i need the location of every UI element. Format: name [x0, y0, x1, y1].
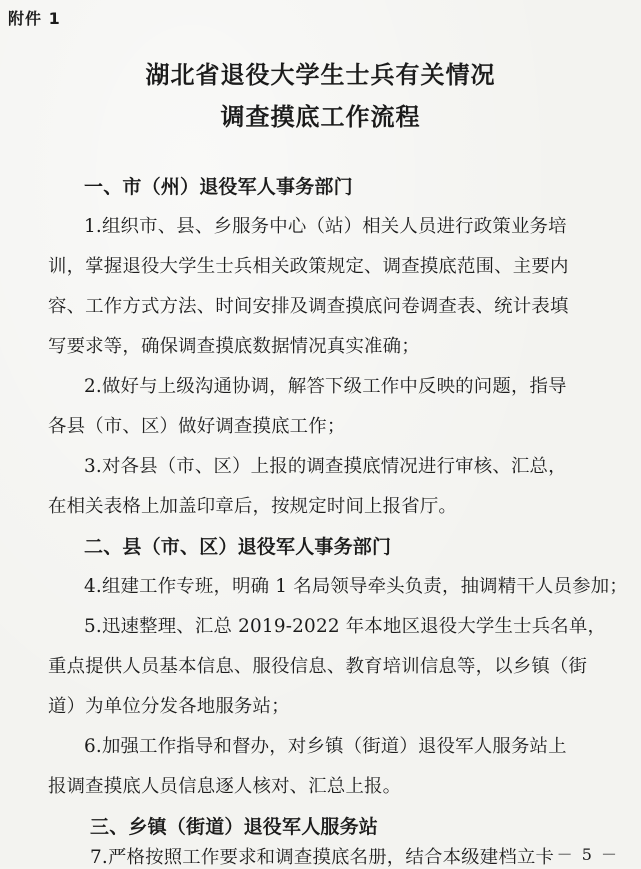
body-line: 7.严格按照工作要求和调查摸底名册，结合本级建档立卡 — [90, 847, 555, 868]
section-heading-2: 二、县（市、区）退役军人事务部门 — [84, 536, 392, 558]
body-line: 容、工作方式方法、时间安排及调查摸底问卷调查表、统计表填 — [48, 296, 569, 317]
body-line: 报调查摸底人员信息逐人核对、汇总上报。 — [48, 776, 402, 797]
body-line: 6.加强工作指导和督办，对乡镇（街道）退役军人服务站上 — [84, 736, 567, 757]
body-line: 各县（市、区）做好调查摸底工作； — [48, 416, 346, 437]
body-line: 在相关表格上加盖印章后，按规定时间上报省厅。 — [48, 496, 457, 517]
body-line: 3.对各县（市、区）上报的调查摸底情况进行审核、汇总， — [84, 456, 567, 477]
page-number: － 5 － — [556, 845, 619, 864]
document-title-line-1: 湖北省退役大学生士兵有关情况 — [145, 61, 496, 89]
body-line: 重点提供人员基本信息、服役信息、教育培训信息等，以乡镇（街 — [48, 656, 588, 677]
attachment-label: 附件 1 — [8, 9, 61, 28]
body-line: 训，掌握退役大学生士兵相关政策规定、调查摸底范围、主要内 — [48, 256, 569, 277]
document-title-line-2: 调查摸底工作流程 — [220, 103, 421, 131]
body-line: 1.组织市、县、乡服务中心（站）相关人员进行政策业务培 — [84, 216, 567, 237]
body-line: 5.迅速整理、汇总 2019-2022 年本地区退役大学生士兵名单， — [84, 616, 607, 637]
section-heading-1: 一、市（州）退役军人事务部门 — [84, 176, 353, 198]
body-line: 道）为单位分发各地服务站； — [48, 696, 290, 717]
section-heading-3: 三、乡镇（街道）退役军人服务站 — [90, 816, 379, 838]
body-line: 2.做好与上级沟通协调，解答下级工作中反映的问题，指导 — [84, 376, 567, 397]
body-line: 写要求等，确保调查摸底数据情况真实准确； — [48, 336, 420, 357]
body-line: 4.组建工作专班，明确 1 名局领导牵头负责，抽调精干人员参加； — [84, 576, 628, 597]
